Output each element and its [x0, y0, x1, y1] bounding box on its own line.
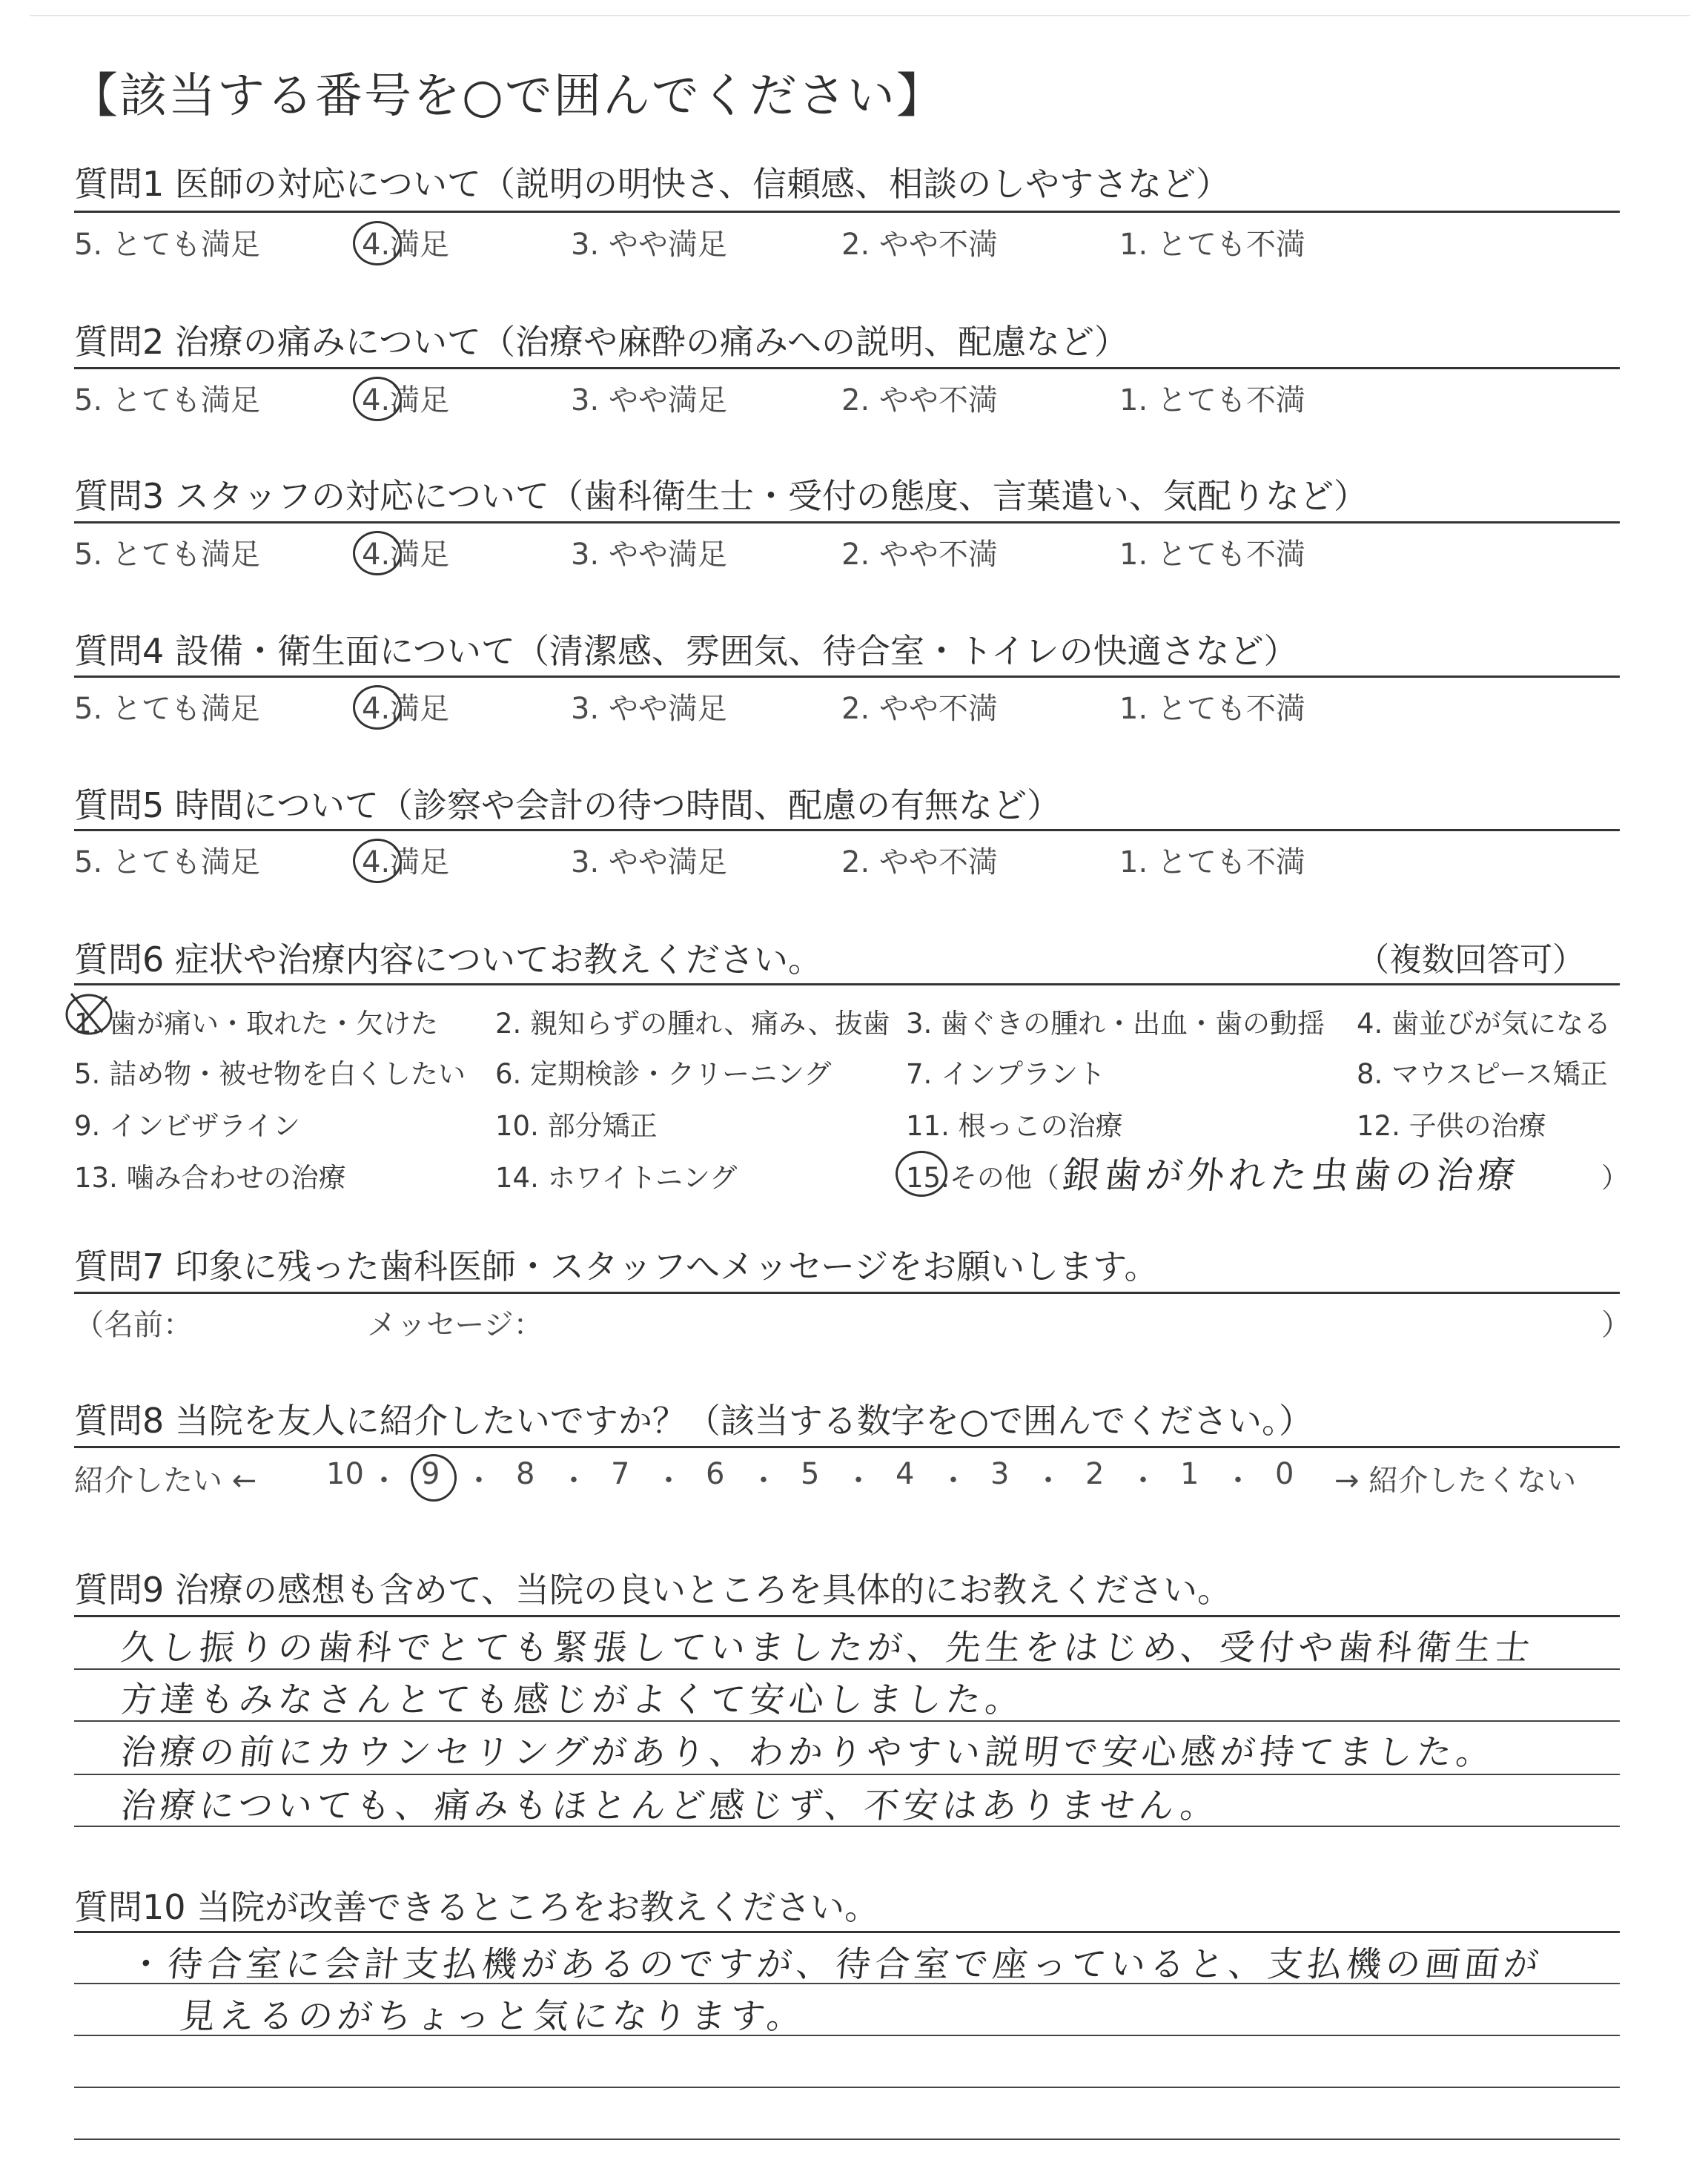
q6-option-1[interactable]: 1. 歯が痛い・取れた・欠けた	[74, 1008, 439, 1040]
question-3-heading: 質問3 スタッフの対応について（歯科衛生士・受付の態度、言葉遣い、気配りなど）	[74, 476, 1368, 516]
question-1-heading: 質問1 医師の対応について（説明の明快さ、信頼感、相談のしやすさなど）	[74, 164, 1231, 204]
q4-option-2[interactable]: 2. やや不満	[841, 692, 998, 726]
q10-answer-line-2: 見えるのがちょっと気になります。	[178, 1996, 809, 2037]
q8-number-0[interactable]: 0	[1275, 1457, 1294, 1491]
question-5-rule	[74, 829, 1620, 831]
q1-option-2[interactable]: 2. やや不満	[841, 228, 998, 262]
question-8-rule	[74, 1446, 1620, 1448]
q8-separator-dot: ・	[844, 1464, 873, 1498]
q6-option-14[interactable]: 14. ホワイトニング	[495, 1162, 738, 1194]
question-9-rule	[74, 1615, 1620, 1617]
q2-option-3[interactable]: 3. やや満足	[571, 383, 727, 417]
question-6-note: （複数回答可）	[1357, 941, 1585, 979]
q8-separator-dot: ・	[464, 1464, 494, 1498]
q6-option-12[interactable]: 12. 子供の治療	[1357, 1110, 1546, 1142]
q7-message-label: メッセージ：	[367, 1308, 543, 1342]
q4-option-3[interactable]: 3. やや満足	[571, 692, 727, 726]
q5-selected-circle	[353, 839, 402, 883]
q8-separator-dot: ・	[559, 1464, 589, 1498]
q8-number-2[interactable]: 2	[1085, 1457, 1105, 1491]
q6-option-5[interactable]: 5. 詰め物・被せ物を白くしたい	[74, 1058, 466, 1090]
q10-line-5	[74, 2138, 1620, 2140]
q6-option-4[interactable]: 4. 歯並びが気になる	[1357, 1008, 1612, 1040]
q3-option-1[interactable]: 1. とても不満	[1119, 538, 1305, 572]
q8-separator-dot: ・	[1033, 1464, 1063, 1498]
q8-selected-circle	[411, 1454, 457, 1502]
question-2-rule	[74, 367, 1620, 369]
q8-number-10[interactable]: 10	[326, 1457, 364, 1491]
q6-option-15[interactable]: 15.その他（	[906, 1162, 1059, 1194]
q6-option-1-check-mark	[61, 986, 120, 1038]
q5-option-2[interactable]: 2. やや不満	[841, 845, 998, 879]
q8-number-3[interactable]: 3	[990, 1457, 1010, 1491]
q3-option-4[interactable]: 4.満足	[362, 538, 450, 572]
q8-separator-dot: ・	[1223, 1464, 1253, 1498]
q6-option-8[interactable]: 8. マウスピース矯正	[1357, 1058, 1608, 1090]
q8-separator-dot: ・	[939, 1464, 968, 1498]
q9-answer-line-1: 久し振りの歯科でとても緊張していましたが、先生をはじめ、受付や歯科衛生士	[119, 1628, 1537, 1668]
q1-option-3[interactable]: 3. やや満足	[571, 228, 727, 262]
q6-option-11[interactable]: 11. 根っこの治療	[906, 1110, 1123, 1142]
q6-option-7[interactable]: 7. インプラント	[906, 1058, 1106, 1090]
question-4-rule	[74, 676, 1620, 678]
q1-option-5[interactable]: 5. とても満足	[74, 228, 260, 262]
q2-option-2[interactable]: 2. やや不満	[841, 383, 998, 417]
q8-left-label: 紹介したい ←	[74, 1464, 257, 1498]
q6-option-15-circle	[896, 1151, 947, 1197]
q8-number-7[interactable]: 7	[611, 1457, 630, 1491]
q3-option-3[interactable]: 3. やや満足	[571, 538, 727, 572]
q8-number-5[interactable]: 5	[801, 1457, 820, 1491]
q2-option-5[interactable]: 5. とても満足	[74, 383, 260, 417]
q3-option-2[interactable]: 2. やや不満	[841, 538, 998, 572]
q9-answer-line-4: 治療についても、痛みもほとんど感じず、不安はありません。	[119, 1786, 1222, 1826]
q4-selected-circle	[353, 685, 402, 730]
q10-line-4	[74, 2087, 1620, 2088]
question-7-heading: 質問7 印象に残った歯科医師・スタッフへメッセージをお願いします。	[74, 1246, 1159, 1287]
question-3-rule	[74, 521, 1620, 524]
q1-selected-circle	[353, 221, 402, 265]
question-6-rule	[74, 983, 1620, 985]
q9-answer-line-2: 方達もみなさんとても感じがよくて安心しました。	[119, 1680, 1027, 1720]
q5-option-5[interactable]: 5. とても満足	[74, 845, 260, 879]
q8-number-4[interactable]: 4	[896, 1457, 915, 1491]
question-1-rule	[74, 211, 1620, 213]
question-9-heading: 質問9 治療の感想も含めて、当院の良いところを具体的にお教えください。	[74, 1570, 1231, 1610]
question-5-heading: 質問5 時間について（診察や会計の待つ時間、配慮の有無など）	[74, 785, 1061, 825]
q6-option-6[interactable]: 6. 定期検診・クリーニング	[495, 1058, 832, 1090]
q1-option-4[interactable]: 4.満足	[362, 228, 450, 262]
q1-option-1[interactable]: 1. とても不満	[1119, 228, 1305, 262]
q8-right-label: → 紹介したくない	[1334, 1464, 1577, 1498]
q5-option-1[interactable]: 1. とても不満	[1119, 845, 1305, 879]
q8-separator-dot: ・	[654, 1464, 683, 1498]
q3-option-5[interactable]: 5. とても満足	[74, 538, 260, 572]
q8-number-8[interactable]: 8	[516, 1457, 535, 1491]
q4-option-4[interactable]: 4.満足	[362, 692, 450, 726]
question-10-heading: 質問10 当院が改善できるところをお教えください。	[74, 1887, 879, 1927]
q8-number-9[interactable]: 9	[421, 1457, 440, 1491]
q2-option-1[interactable]: 1. とても不満	[1119, 383, 1305, 417]
q4-option-5[interactable]: 5. とても満足	[74, 692, 260, 726]
form-title: 【該当する番号を○で囲んでください】	[70, 69, 945, 124]
q4-option-1[interactable]: 1. とても不満	[1119, 692, 1305, 726]
q5-option-4[interactable]: 4.満足	[362, 845, 450, 879]
question-7-rule	[74, 1292, 1620, 1294]
question-10-rule	[74, 1931, 1620, 1933]
q6-option-9[interactable]: 9. インビザライン	[74, 1110, 300, 1142]
question-6-heading: 質問6 症状や治療内容についてお教えください。	[74, 939, 822, 980]
q8-separator-dot: ・	[749, 1464, 778, 1498]
q8-separator-dot: ・	[369, 1464, 399, 1498]
q7-name-label: （名前：	[74, 1308, 193, 1342]
q6-other-handwritten: 銀歯が外れた虫歯の治療	[1060, 1154, 1522, 1197]
q8-number-1[interactable]: 1	[1180, 1457, 1199, 1491]
scan-edge	[30, 15, 1690, 16]
q2-selected-circle	[353, 377, 402, 421]
q6-option-13[interactable]: 13. 噛み合わせの治療	[74, 1162, 346, 1194]
q6-option-10[interactable]: 10. 部分矯正	[495, 1110, 658, 1142]
question-4-heading: 質問4 設備・衛生面について（清潔感、雰囲気、待合室・トイレの快適さなど）	[74, 631, 1298, 671]
q6-option-2[interactable]: 2. 親知らずの腫れ、痛み、抜歯	[495, 1008, 890, 1040]
question-8-heading: 質問8 当院を友人に紹介したいですか？（該当する数字を○で囲んでください。）	[74, 1401, 1314, 1441]
q9-answer-line-3: 治療の前にカウンセリングがあり、わかりやすい説明で安心感が持てました。	[119, 1732, 1498, 1773]
q2-option-4[interactable]: 4.満足	[362, 383, 450, 417]
q6-option-15-close-paren: ）	[1601, 1162, 1629, 1194]
q10-answer-line-1: ・待合室に会計支払機があるのですが、待合室で座っていると、支払機の画面が	[126, 1944, 1545, 1985]
q8-number-6[interactable]: 6	[706, 1457, 725, 1491]
q3-selected-circle	[353, 531, 402, 575]
q6-option-3[interactable]: 3. 歯ぐきの腫れ・出血・歯の動揺	[906, 1008, 1325, 1040]
q5-option-3[interactable]: 3. やや満足	[571, 845, 727, 879]
question-2-heading: 質問2 治療の痛みについて（治療や麻酔の痛みへの説明、配慮など）	[74, 322, 1129, 362]
q8-separator-dot: ・	[1128, 1464, 1158, 1498]
q7-close-paren: ）	[1601, 1308, 1631, 1342]
